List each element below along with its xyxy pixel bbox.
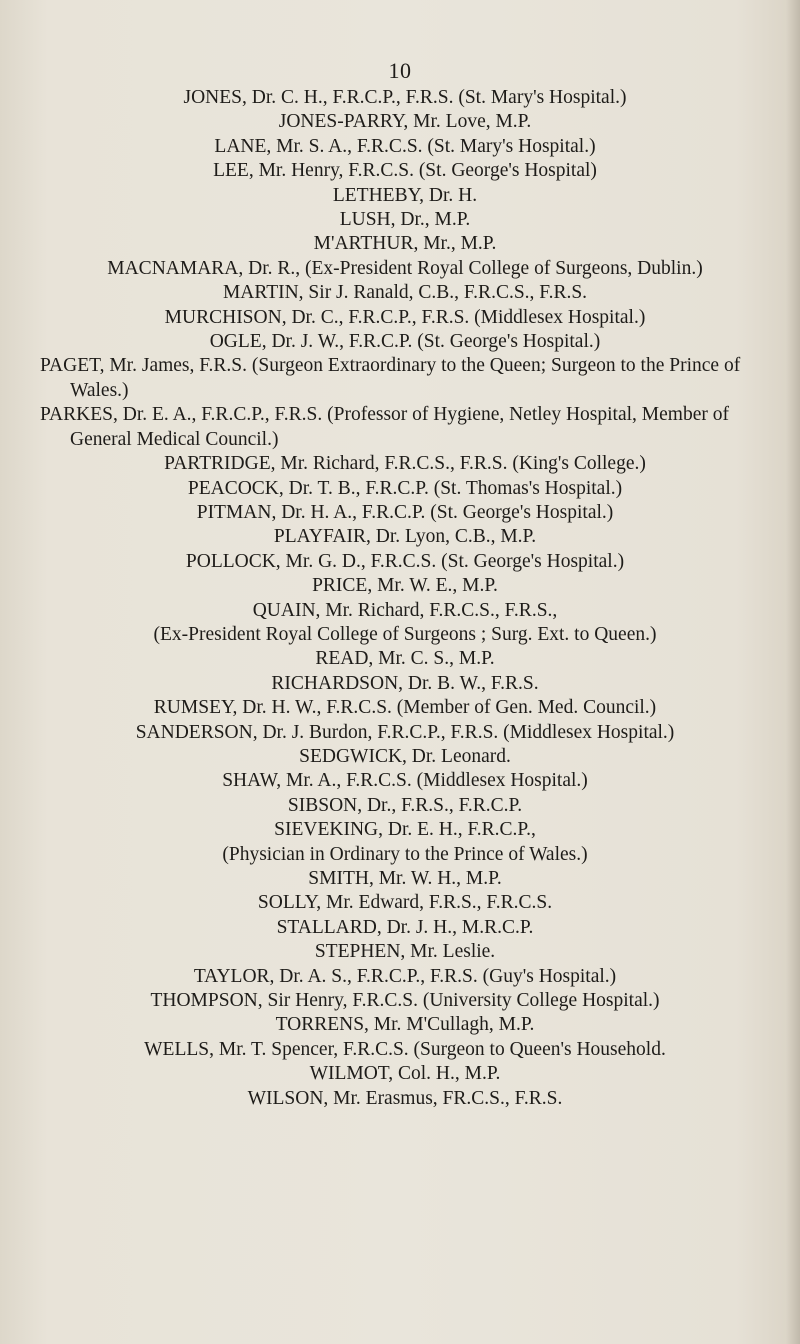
- list-entry: JONES-PARRY, Mr. Love, M.P.: [278, 111, 532, 133]
- list-entry: JONES, Dr. C. H., F.R.C.P., F.R.S. (St. Mary's Hospital.): [183, 87, 627, 108]
- list-entry: MARTIN, Sir J. Ranald, C.B., F.R.C.S., F.R.S.: [222, 282, 588, 304]
- list-entry: THOMPSON, Sir Henry, F.R.C.S. (University College Hospital.): [150, 990, 660, 1012]
- list-entry: WILSON, Mr. Erasmus, FR.C.S., F.R.S.: [247, 1087, 563, 1109]
- list-entry: MACNAMARA, Dr. R., (Ex-President Royal College of Surgeons, Dublin.): [107, 257, 703, 279]
- list-entry: STEPHEN, Mr. Leslie.: [314, 941, 496, 963]
- list-entry: POLLOCK, Mr. G. D., F.R.C.S. (St. George's Hospital.): [185, 550, 625, 572]
- list-entry: TAYLOR, Dr. A. S., F.R.C.P., F.R.S. (Guy's Hospital.): [193, 965, 617, 987]
- list-entry: PEACOCK, Dr. T. B., F.R.C.P. (St. Thomas's Hospital.): [187, 477, 623, 499]
- list-entry: QUAIN, Mr. Richard, F.R.C.S., F.R.S.,: [252, 599, 558, 621]
- list-entry: SIEVEKING, Dr. E. H., F.R.C.P.,: [274, 819, 536, 841]
- page-edge-shadow: [786, 0, 800, 1344]
- list-entry: PAGET, Mr. James, F.R.S. (Surgeon Extraordinary to the Queen; Surgeon to the Prince of Wales.): [40, 355, 741, 401]
- list-entry: M'ARTHUR, Mr., M.P.: [313, 233, 497, 255]
- list-entry: PRICE, Mr. W. E., M.P.: [312, 575, 498, 597]
- list-entry: PITMAN, Dr. H. A., F.R.C.P. (St. George's Hospital.): [196, 501, 614, 523]
- list-entry: PARTRIDGE, Mr. Richard, F.R.C.S., F.R.S. (King's College.): [164, 453, 646, 475]
- list-entry: (Physician in Ordinary to the Prince of Wales.): [222, 843, 588, 865]
- list-entry: LUSH, Dr., M.P.: [339, 209, 471, 231]
- list-entry: SANDERSON, Dr. J. Burdon, F.R.C.P., F.R.S. (Middlesex Hospital.): [135, 721, 675, 743]
- list-entry: WILMOT, Col. H., M.P.: [309, 1063, 501, 1085]
- list-entry: LEE, Mr. Henry, F.R.C.S. (St. George's Hospital): [213, 160, 597, 182]
- list-entry: SMITH, Mr. W. H., M.P.: [308, 868, 502, 889]
- list-entry: PLAYFAIR, Dr. Lyon, C.B., M.P.: [273, 526, 537, 548]
- list-entry: WELLS, Mr. T. Spencer, F.R.C.S. (Surgeon to Queen's Household.: [144, 1038, 666, 1060]
- list-entry: SOLLY, Mr. Edward, F.R.S., F.R.C.S.: [257, 892, 553, 914]
- list-entry: SHAW, Mr. A., F.R.C.S. (Middlesex Hospital.): [222, 770, 588, 792]
- list-entry: RICHARDSON, Dr. B. W., F.R.S.: [271, 672, 539, 694]
- list-entry: PARKES, Dr. E. A., F.R.C.P., F.R.S. (Professor of Hygiene, Netley Hospital, Member of General Medical Council.): [40, 404, 729, 450]
- page-number: 10: [388, 58, 412, 83]
- list-entry: TORRENS, Mr. M'Cullagh, M.P.: [275, 1014, 535, 1036]
- list-entry: SEDGWICK, Dr. Leonard.: [299, 745, 511, 767]
- list-entry: (Ex-President Royal College of Surgeons ; Surg. Ext. to Queen.): [153, 623, 657, 645]
- list-entry: MURCHISON, Dr. C., F.R.C.P., F.R.S. (Middlesex Hospital.): [164, 306, 646, 328]
- list-entry: LANE, Mr. S. A., F.R.C.S. (St. Mary's Hospital.): [214, 135, 596, 157]
- list-entry: STALLARD, Dr. J. H., M.R.C.P.: [276, 916, 534, 938]
- list-entry: OGLE, Dr. J. W., F.R.C.P. (St. George's Hospital.): [209, 331, 601, 353]
- list-entry: RUMSEY, Dr. H. W., F.R.C.S. (Member of Gen. Med. Council.): [153, 697, 657, 719]
- list-entry: LETHEBY, Dr. H.: [332, 184, 478, 206]
- list-entry: SIBSON, Dr., F.R.S., F.R.C.P.: [287, 794, 523, 816]
- list-entry: READ, Mr. C. S., M.P.: [315, 648, 495, 670]
- subscriber-list: [40, 86, 770, 1111]
